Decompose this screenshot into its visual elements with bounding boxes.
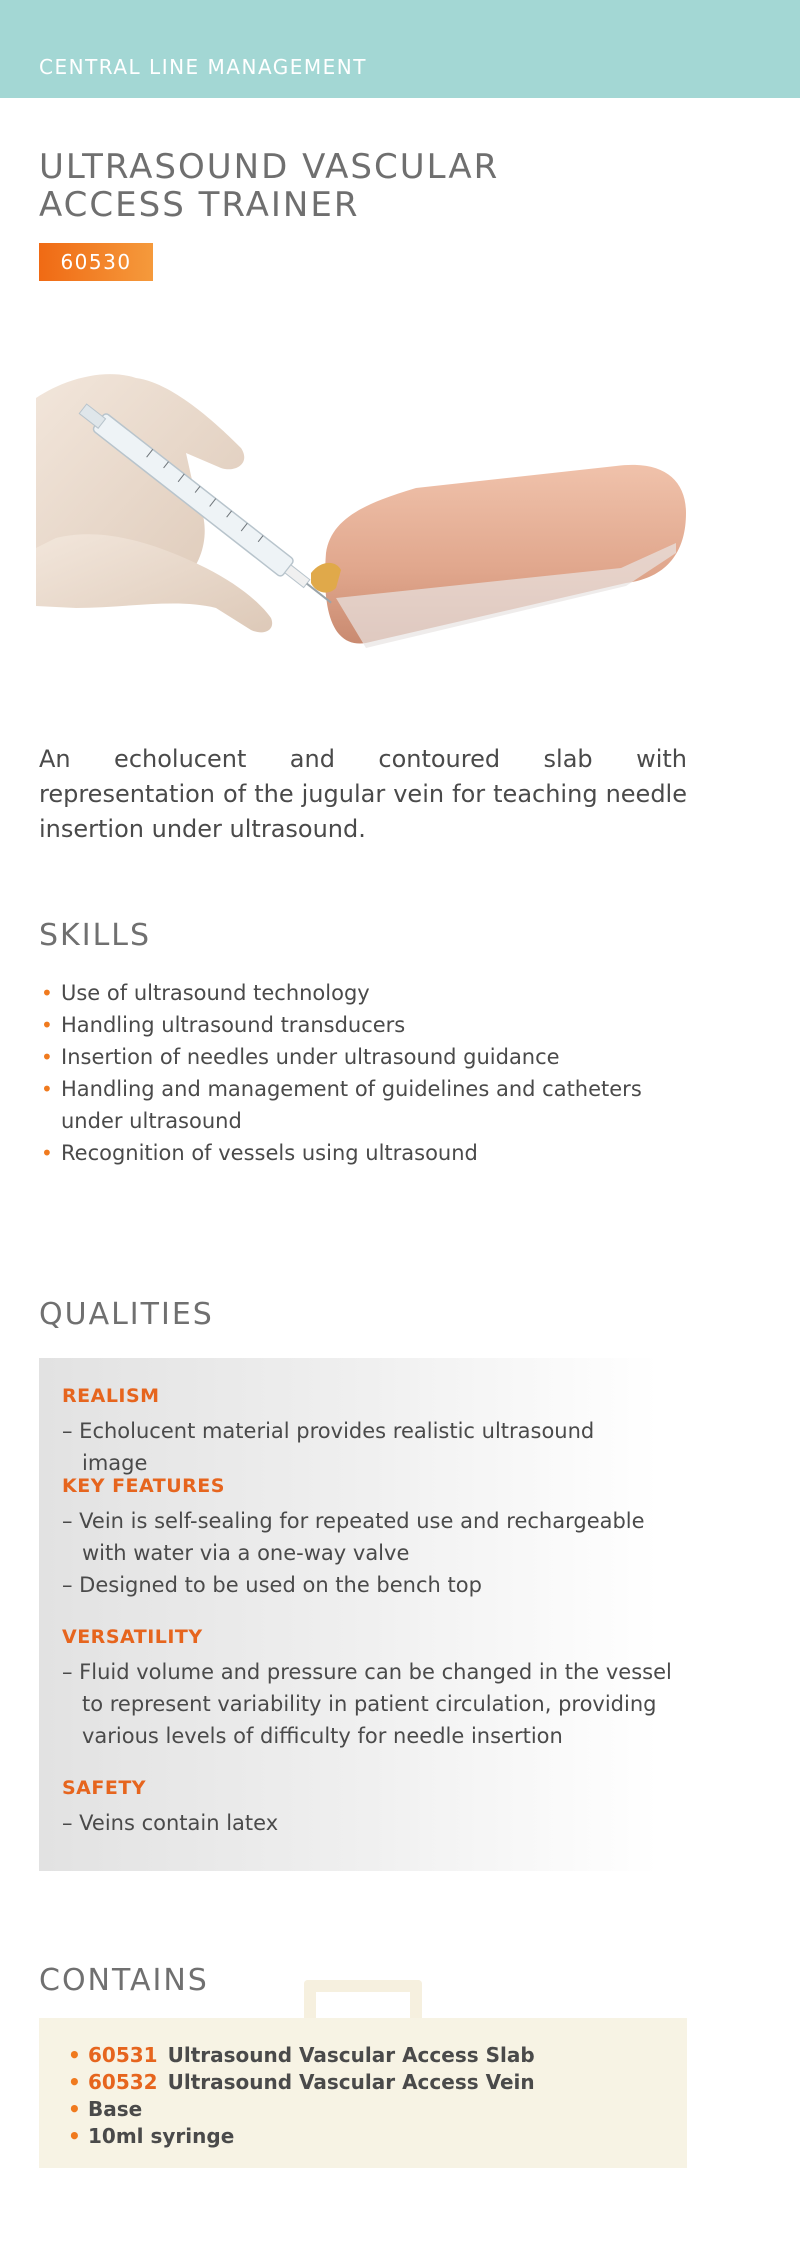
bullet-icon: • — [41, 1077, 53, 1101]
bullet-icon: • — [41, 1045, 53, 1069]
qualities-heading: QUALITIES — [39, 1297, 214, 1332]
quality-group-realism — [62, 1385, 662, 1479]
skill-text: Handling and management of guidelines and catheters under ultrasound — [61, 1077, 642, 1133]
item-name: Ultrasound Vascular Access Slab — [167, 2043, 535, 2067]
bullet-icon: • — [68, 2124, 81, 2148]
list-item — [39, 1073, 661, 1137]
bullet-icon: • — [68, 2070, 81, 2094]
quality-item: – Echolucent material provides realistic ultrasound image — [62, 1419, 595, 1475]
quality-item: – Designed to be used on the bench top — [62, 1573, 482, 1597]
quality-heading: VERSATILITY — [62, 1626, 203, 1648]
contains-panel — [39, 2018, 687, 2168]
product-title — [39, 148, 499, 224]
quality-heading: REALISM — [62, 1385, 160, 1407]
item-number: 60531 — [88, 2043, 158, 2067]
quality-item: – Fluid volume and pressure can be changed in the vessel to represent variability in patient circulation, providing various levels of difficulty for needle insertion — [62, 1660, 672, 1748]
bullet-icon: • — [68, 2043, 81, 2067]
case-handle-icon — [304, 1980, 422, 2018]
quality-group-versatility — [62, 1626, 672, 1752]
quality-heading: KEY FEATURES — [62, 1475, 225, 1497]
skill-text: Use of ultrasound technology — [61, 981, 370, 1005]
product-code-badge: 60530 — [39, 243, 153, 281]
quality-item: – Vein is self-sealing for repeated use and rechargeable with water via a one-way valve — [62, 1509, 645, 1565]
item-name: Ultrasound Vascular Access Vein — [167, 2070, 535, 2094]
list-item — [39, 977, 679, 1009]
item-name: 10ml syringe — [88, 2124, 235, 2148]
bullet-icon: • — [41, 1141, 53, 1165]
skill-text: Recognition of vessels using ultrasound — [61, 1141, 478, 1165]
product-title-line1: ULTRASOUND VASCULAR — [39, 147, 500, 187]
contains-heading: CONTAINS — [39, 1963, 209, 1998]
skills-list — [39, 977, 679, 1169]
list-item — [66, 2096, 535, 2123]
item-number: 60532 — [88, 2070, 158, 2094]
list-item — [66, 2069, 535, 2096]
skill-text: Insertion of needles under ultrasound guidance — [61, 1045, 560, 1069]
list-item — [66, 2042, 535, 2069]
item-name: Base — [88, 2097, 143, 2121]
quality-heading: SAFETY — [62, 1777, 147, 1799]
list-item — [39, 1009, 679, 1041]
list-item — [66, 2123, 535, 2150]
bullet-icon: • — [41, 1013, 53, 1037]
category-header-bar — [0, 0, 800, 98]
quality-item: – Veins contain latex — [62, 1811, 279, 1835]
product-description: An echolucent and contoured slab with representation of the jugular vein for teaching needle insertion under ultrasound. — [39, 745, 687, 843]
quality-group-key-features — [62, 1475, 662, 1601]
skill-text: Handling ultrasound transducers — [61, 1013, 406, 1037]
skills-heading: SKILLS — [39, 918, 152, 953]
category-label: CENTRAL LINE MANAGEMENT — [39, 55, 367, 79]
product-title-line2: ACCESS TRAINER — [39, 185, 360, 225]
qualities-panel — [39, 1358, 672, 1871]
quality-group-safety — [62, 1777, 662, 1839]
list-item — [39, 1041, 679, 1073]
product-photo — [36, 338, 696, 668]
contains-list — [66, 2042, 535, 2150]
bullet-icon: • — [41, 981, 53, 1005]
bullet-icon: • — [68, 2097, 81, 2121]
list-item — [39, 1137, 679, 1169]
